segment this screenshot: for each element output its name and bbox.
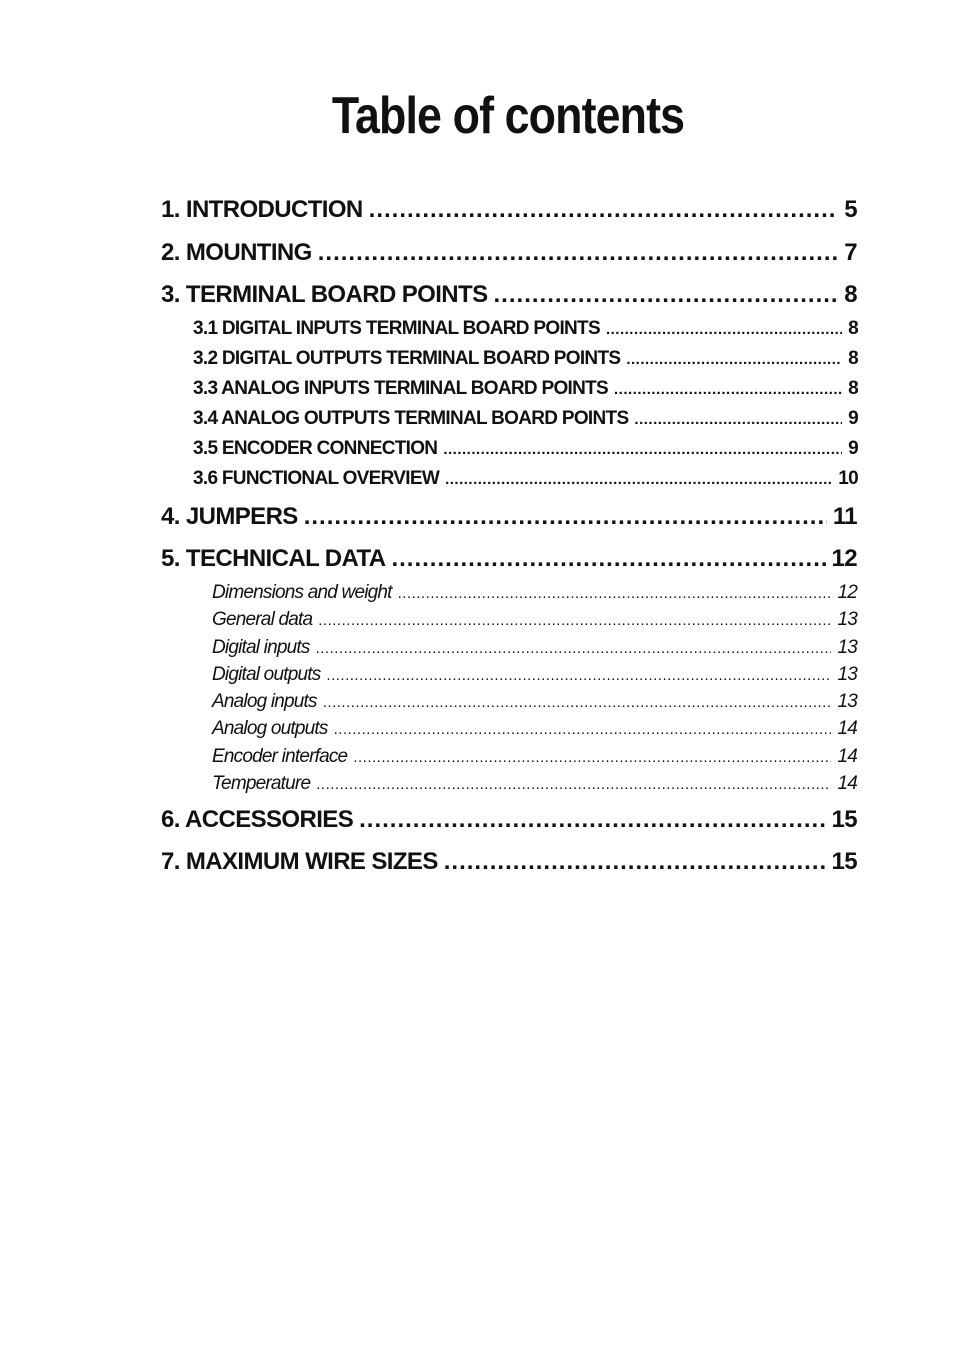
dot-leader bbox=[353, 749, 831, 766]
toc-entry-encoder-connection[interactable] bbox=[193, 438, 858, 460]
toc-entry-label: 4. JUMPERS bbox=[161, 503, 298, 530]
dot-leader bbox=[445, 471, 832, 488]
dot-leader bbox=[391, 545, 825, 573]
toc-entry-digital-outputs-terminal[interactable] bbox=[193, 348, 858, 370]
toc-entry-analog-inputs-terminal[interactable] bbox=[193, 378, 858, 400]
toc-entry-dimensions-and-weight[interactable] bbox=[212, 582, 857, 604]
toc-entry-page: 8 bbox=[844, 281, 857, 308]
toc-entry-label: 3.3 ANALOG INPUTS TERMINAL BOARD POINTS bbox=[193, 378, 609, 399]
dot-leader bbox=[443, 441, 842, 458]
toc-entry-page: 15 bbox=[831, 848, 857, 875]
toc-entry-analog-outputs[interactable] bbox=[212, 718, 857, 740]
toc-entry-mounting[interactable] bbox=[161, 239, 857, 267]
toc-entry-digital-outputs[interactable] bbox=[212, 664, 857, 686]
toc-entry-page: 8 bbox=[848, 348, 858, 369]
toc-entry-maximum-wire-sizes[interactable] bbox=[161, 848, 857, 876]
toc-entry-label: Digital inputs bbox=[212, 637, 310, 658]
toc-entry-label: Temperature bbox=[212, 773, 311, 794]
toc-entry-page: 14 bbox=[837, 746, 857, 767]
dot-leader bbox=[304, 503, 827, 531]
toc-entry-jumpers[interactable] bbox=[161, 503, 857, 531]
toc-entry-introduction[interactable] bbox=[161, 196, 857, 224]
toc-entry-label: Encoder interface bbox=[212, 746, 348, 767]
dot-leader bbox=[494, 281, 839, 309]
dot-leader bbox=[326, 667, 831, 684]
dot-leader bbox=[626, 351, 842, 368]
dot-leader bbox=[318, 239, 839, 267]
toc-entry-label: 2. MOUNTING bbox=[161, 239, 312, 266]
dot-leader bbox=[318, 612, 831, 629]
toc-entry-general-data[interactable] bbox=[212, 609, 857, 631]
toc-entry-label: 7. MAXIMUM WIRE SIZES bbox=[161, 848, 438, 875]
toc-entry-page: 11 bbox=[832, 503, 857, 530]
toc-entry-page: 14 bbox=[837, 773, 857, 794]
toc-entry-encoder-interface[interactable] bbox=[212, 746, 857, 768]
dot-leader bbox=[634, 411, 842, 428]
toc-entry-label: 5. TECHNICAL DATA bbox=[161, 545, 386, 572]
toc-entry-page: 8 bbox=[848, 378, 858, 399]
toc-entry-page: 13 bbox=[837, 691, 857, 712]
toc-entry-digital-inputs[interactable] bbox=[212, 637, 857, 659]
dot-leader bbox=[323, 694, 832, 711]
toc-entry-label: Digital outputs bbox=[212, 664, 321, 685]
toc-entry-technical-data[interactable] bbox=[161, 545, 857, 573]
toc-entry-label: 3.1 DIGITAL INPUTS TERMINAL BOARD POINTS bbox=[193, 318, 600, 339]
toc-entry-page: 12 bbox=[837, 582, 857, 603]
toc-entry-analog-inputs[interactable] bbox=[212, 691, 857, 713]
dot-leader bbox=[606, 321, 842, 338]
toc-entry-terminal-board-points[interactable] bbox=[161, 281, 857, 309]
toc-entry-page: 14 bbox=[837, 718, 857, 739]
toc-entry-label: 3.6 FUNCTIONAL OVERVIEW bbox=[193, 468, 440, 489]
toc-entry-analog-outputs-terminal[interactable] bbox=[193, 408, 858, 430]
toc-entry-temperature[interactable] bbox=[212, 773, 857, 795]
dot-leader bbox=[316, 640, 832, 657]
toc-entry-label: 3.2 DIGITAL OUTPUTS TERMINAL BOARD POINTS bbox=[193, 348, 621, 369]
toc-entry-label: 3.4 ANALOG OUTPUTS TERMINAL BOARD POINTS bbox=[193, 408, 629, 429]
toc-entry-label: General data bbox=[212, 609, 313, 630]
toc-entry-page: 13 bbox=[837, 637, 857, 658]
dot-leader bbox=[359, 806, 825, 834]
toc-entry-label: Analog outputs bbox=[212, 718, 328, 739]
page-title: Table of contents bbox=[331, 87, 685, 145]
toc-entry-label: 3. TERMINAL BOARD POINTS bbox=[161, 281, 488, 308]
toc-entry-page: 12 bbox=[831, 545, 857, 572]
toc-entry-accessories[interactable] bbox=[161, 806, 857, 834]
toc-entry-page: 5 bbox=[844, 196, 857, 223]
toc-entry-page: 9 bbox=[848, 408, 858, 429]
toc-entry-label: 3.5 ENCODER CONNECTION bbox=[193, 438, 438, 459]
toc-entry-label: 6. ACCESSORIES bbox=[161, 806, 354, 833]
dot-leader bbox=[614, 381, 842, 398]
toc-entry-page: 7 bbox=[844, 239, 857, 266]
dot-leader bbox=[369, 196, 839, 224]
toc-entry-page: 13 bbox=[837, 664, 857, 685]
toc-entry-page: 13 bbox=[837, 609, 857, 630]
dot-leader bbox=[398, 585, 832, 602]
dot-leader bbox=[334, 721, 832, 738]
toc-entry-label: Analog inputs bbox=[212, 691, 317, 712]
toc-entry-label: 1. INTRODUCTION bbox=[161, 196, 363, 223]
toc-entry-page: 15 bbox=[831, 806, 857, 833]
toc-entry-label: Dimensions and weight bbox=[212, 582, 392, 603]
toc-entry-page: 9 bbox=[848, 438, 858, 459]
toc-entry-page: 8 bbox=[848, 318, 858, 339]
toc-entry-functional-overview[interactable] bbox=[193, 468, 858, 490]
toc-entry-page: 10 bbox=[838, 468, 858, 489]
dot-leader bbox=[316, 776, 831, 793]
toc-entry-digital-inputs-terminal[interactable] bbox=[193, 318, 858, 340]
dot-leader bbox=[444, 848, 826, 876]
